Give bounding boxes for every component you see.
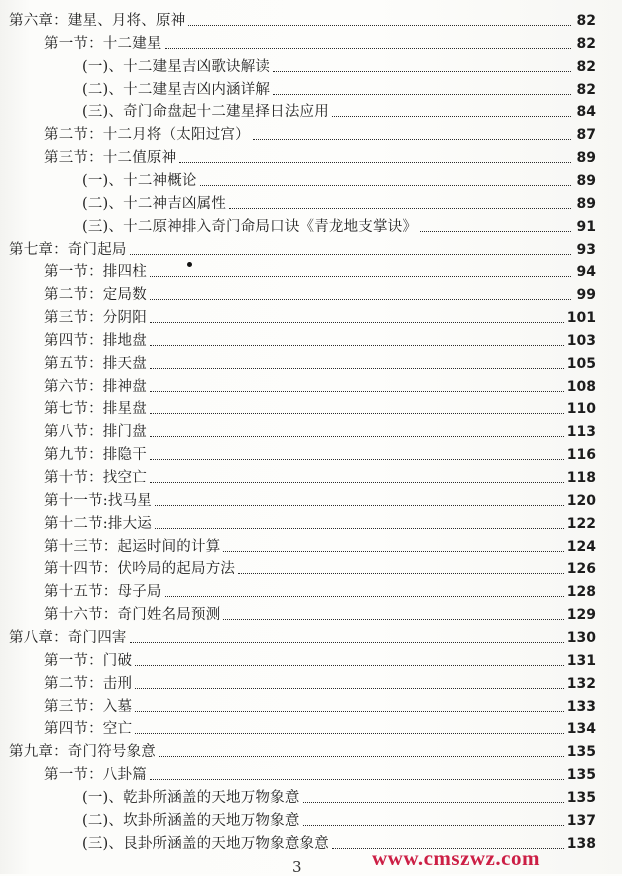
toc-entry-page-number: 89	[576, 195, 596, 212]
dot-leader	[420, 231, 571, 232]
toc-entry-page-number: 131	[566, 652, 596, 669]
toc-entry-title: 第三节：分阴阳	[44, 310, 147, 327]
toc-entry-page-number: 126	[566, 561, 596, 578]
dot-leader	[135, 688, 564, 689]
toc-entry-page-number: 110	[566, 401, 596, 418]
toc-chapter-entry	[9, 8, 596, 30]
toc-entry-page-number: 116	[566, 447, 596, 464]
dot-leader	[238, 573, 564, 574]
toc-chapter-entry	[9, 237, 596, 259]
toc-entry-title: 第十六节：奇门姓名局预测	[44, 607, 221, 624]
toc-entry-title: 第一节：门破	[44, 652, 133, 669]
toc-entry-page-number: 82	[576, 13, 596, 29]
toc-entry-title: (三)、奇门命盘起十二建星择日法应用	[82, 104, 329, 121]
toc-entry-page-number: 84	[576, 104, 596, 121]
page-number-footer: 3	[292, 858, 302, 876]
dot-leader	[135, 711, 564, 712]
dot-leader	[188, 25, 571, 26]
toc-section-entry	[44, 259, 596, 281]
dot-leader	[159, 756, 564, 757]
toc-section-entry	[44, 122, 596, 144]
dot-leader	[150, 276, 571, 277]
dot-leader	[273, 94, 571, 95]
dot-leader	[135, 733, 564, 734]
toc-entry-page-number: 124	[566, 538, 596, 555]
toc-entry-title: (二)、十二神吉凶属性	[82, 195, 227, 212]
toc-section-entry	[44, 31, 596, 53]
toc-section-entry	[44, 694, 596, 716]
toc-section-entry	[44, 556, 596, 578]
toc-entry-page-number: 103	[566, 332, 596, 349]
toc-entry-title: 第一节：排四柱	[44, 264, 147, 281]
toc-entry-page-number: 87	[576, 127, 596, 144]
toc-entry-page-number: 118	[566, 470, 596, 486]
toc-entry-page-number: 82	[576, 81, 596, 98]
toc-entry-title: 第十四节：伏吟局的起局方法	[44, 561, 236, 578]
toc-entry-title: (三)、艮卦所涵盖的天地万物象意象意	[82, 835, 329, 852]
toc-subsection-entry	[82, 99, 596, 121]
toc-section-entry	[44, 762, 596, 784]
toc-section-entry	[44, 419, 596, 441]
dot-leader	[130, 254, 571, 255]
toc-entry-page-number: 93	[576, 241, 596, 258]
toc-entry-title: 第十三节：起运时间的计算	[44, 538, 221, 555]
toc-entry-title: 第三节：入墓	[44, 698, 133, 715]
toc-entry-page-number: 89	[576, 150, 596, 167]
toc-section-entry	[44, 671, 596, 693]
toc-entry-title: 第六章：建星、月将、原神	[9, 13, 186, 29]
toc-section-entry	[44, 305, 596, 327]
dot-leader	[150, 779, 564, 780]
toc-entry-title: (三)、十二原神排入奇门命局口诀《青龙地支掌诀》	[82, 218, 418, 235]
toc-entry-page-number: 120	[566, 492, 596, 509]
toc-entry-title: 第八节：排门盘	[44, 424, 147, 441]
toc-entry-title: 第六节：排神盘	[44, 378, 147, 395]
toc-subsection-entry	[82, 54, 596, 76]
dot-leader	[229, 208, 571, 209]
toc-entry-page-number: 113	[566, 424, 596, 441]
toc-entry-title: 第十二节:排大运	[44, 515, 152, 532]
toc-entry-page-number: 135	[566, 744, 596, 761]
dot-leader	[273, 71, 571, 72]
dot-leader	[150, 413, 564, 414]
dot-leader	[155, 528, 564, 529]
toc-entry-title: 第七章：奇门起局	[9, 241, 127, 258]
toc-section-entry	[44, 488, 596, 510]
toc-entry-title: 第二节：击刑	[44, 675, 133, 692]
toc-entry-page-number: 128	[566, 584, 596, 601]
toc-section-entry	[44, 328, 596, 350]
dot-leader	[303, 802, 564, 803]
toc-subsection-entry	[82, 168, 596, 190]
toc-entry-title: 第十节：找空亡	[44, 470, 147, 486]
ink-dot-mark	[187, 262, 192, 267]
dot-leader	[150, 368, 564, 369]
toc-entry-page-number: 108	[566, 378, 596, 395]
toc-entry-page-number: 134	[566, 721, 596, 738]
toc-section-entry	[44, 511, 596, 533]
toc-entry-title: 第九章：奇门符号象意	[9, 744, 156, 761]
toc-entry-title: 第一节：十二建星	[44, 35, 162, 52]
dot-leader	[135, 665, 564, 666]
toc-entry-page-number: 105	[566, 355, 596, 372]
toc-entry-page-number: 91	[576, 218, 596, 235]
dot-leader	[223, 619, 563, 620]
toc-section-entry	[44, 465, 596, 487]
dot-leader	[130, 642, 564, 643]
toc-entry-title: 第八章：奇门四害	[9, 629, 127, 646]
toc-entry-title: 第九节：排隐干	[44, 447, 147, 464]
toc-entry-title: 第二节：定局数	[44, 287, 147, 304]
toc-entry-title: 第二节：十二月将（太阳过宫）	[44, 127, 250, 144]
toc-section-entry	[44, 351, 596, 373]
toc-section-entry	[44, 602, 596, 624]
toc-entry-title: 第十五节：母子局	[44, 584, 162, 601]
toc-entry-page-number: 82	[576, 35, 596, 52]
toc-entry-page-number: 133	[566, 698, 596, 715]
dot-leader	[200, 185, 571, 186]
toc-entry-page-number: 101	[566, 310, 596, 327]
toc-subsection-entry	[82, 191, 596, 213]
toc-section-entry	[44, 282, 596, 304]
toc-entry-page-number: 99	[576, 287, 596, 304]
toc-entry-page-number: 138	[566, 835, 596, 852]
dot-leader	[150, 482, 564, 483]
toc-entry-page-number: 94	[576, 264, 596, 281]
dot-leader	[155, 505, 564, 506]
toc-entry-page-number: 137	[566, 812, 596, 829]
dot-leader	[253, 139, 571, 140]
toc-entry-page-number: 135	[566, 767, 596, 784]
toc-entry-title: 第四节：空亡	[44, 721, 133, 738]
toc-section-entry	[44, 534, 596, 556]
toc-section-entry	[44, 442, 596, 464]
dot-leader	[150, 345, 564, 346]
toc-subsection-entry	[82, 785, 596, 807]
toc-entry-title: (一)、十二建星吉凶歌诀解读	[82, 58, 271, 75]
dot-leader	[150, 322, 564, 323]
toc-section-entry	[44, 145, 596, 167]
toc-entry-title: (一)、乾卦所涵盖的天地万物象意	[82, 789, 300, 806]
site-watermark: www.cmszwz.com	[372, 846, 540, 870]
toc-entry-page-number: 89	[576, 172, 596, 189]
toc-entry-title: (二)、十二建星吉凶内涵详解	[82, 81, 271, 98]
dot-leader	[223, 551, 563, 552]
toc-subsection-entry	[82, 808, 596, 830]
toc-section-entry	[44, 716, 596, 738]
dot-leader	[303, 825, 564, 826]
dot-leader	[179, 162, 571, 163]
toc-entry-page-number: 135	[566, 789, 596, 806]
toc-entry-title: 第四节：排地盘	[44, 332, 147, 349]
toc-entry-title: 第五节：排天盘	[44, 355, 147, 372]
toc-entry-page-number: 122	[566, 515, 596, 532]
dot-leader	[150, 391, 564, 392]
toc-section-entry	[44, 648, 596, 670]
toc-entry-title: 第三节：十二值原神	[44, 150, 177, 167]
toc-entry-title: 第十一节:找马星	[44, 492, 152, 509]
dot-leader	[150, 459, 564, 460]
toc-entry-page-number: 130	[566, 629, 596, 646]
dot-leader	[332, 116, 571, 117]
toc-entry-title: 第一节：八卦篇	[44, 767, 147, 784]
toc-entry-title: (一)、十二神概论	[82, 172, 197, 189]
dot-leader	[165, 48, 571, 49]
toc-subsection-entry	[82, 77, 596, 99]
toc-subsection-entry	[82, 214, 596, 236]
toc-chapter-entry	[9, 739, 596, 761]
dot-leader	[150, 299, 571, 300]
toc-entry-title: (二)、坎卦所涵盖的天地万物象意	[82, 812, 300, 829]
toc-entry-page-number: 132	[566, 675, 596, 692]
dot-leader	[150, 436, 564, 437]
toc-section-entry	[44, 374, 596, 396]
dot-leader	[165, 596, 564, 597]
toc-entry-page-number: 82	[576, 58, 596, 75]
toc-entry-page-number: 129	[566, 607, 596, 624]
toc-entry-title: 第七节：排星盘	[44, 401, 147, 418]
toc-section-entry	[44, 579, 596, 601]
toc-chapter-entry	[9, 625, 596, 647]
toc-section-entry	[44, 396, 596, 418]
